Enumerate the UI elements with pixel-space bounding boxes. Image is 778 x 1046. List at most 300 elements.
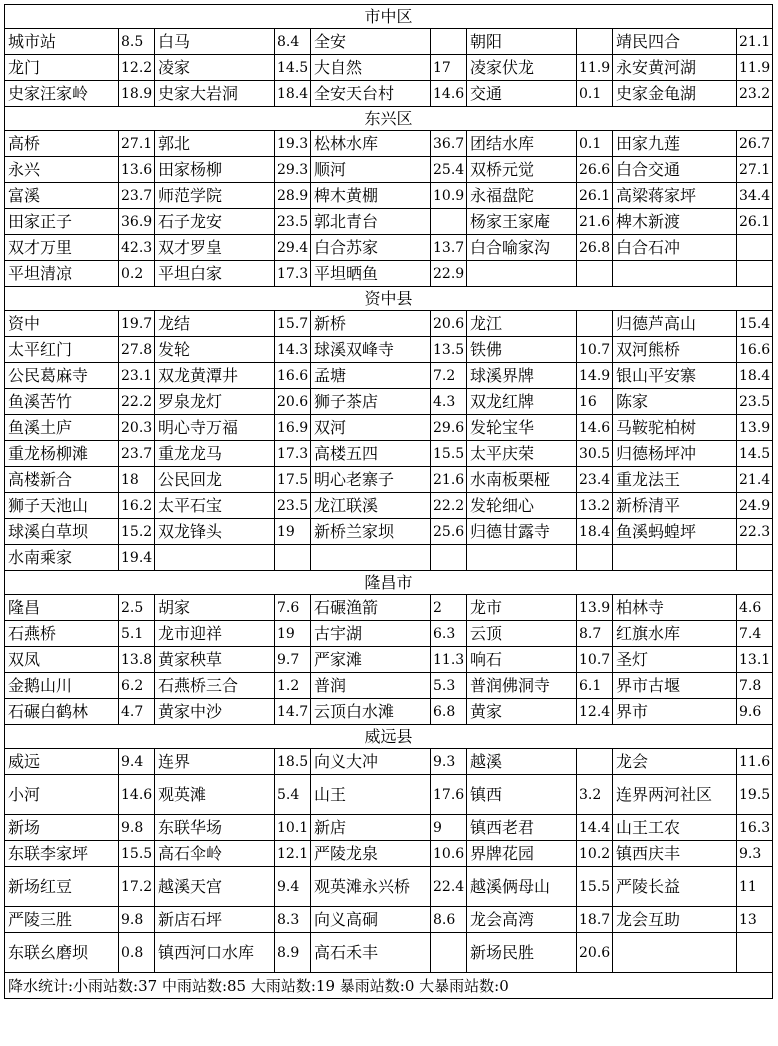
rainfall-value-cell: 16.6 bbox=[737, 337, 773, 363]
station-name-cell: 严陵三胜 bbox=[5, 907, 119, 933]
rainfall-value-cell: 16.2 bbox=[119, 493, 155, 519]
station-name-cell: 高梁蒋家坪 bbox=[613, 183, 737, 209]
table-row bbox=[5, 81, 773, 107]
section-title: 隆昌市 bbox=[5, 571, 773, 595]
rainfall-value-cell: 13.9 bbox=[737, 415, 773, 441]
rainfall-value-cell: 23.7 bbox=[119, 441, 155, 467]
station-name-cell: 隆昌 bbox=[5, 595, 119, 621]
station-name-cell: 东联李家坪 bbox=[5, 841, 119, 867]
station-name-cell: 普润 bbox=[311, 673, 431, 699]
rainfall-value-cell: 15.5 bbox=[119, 841, 155, 867]
station-name-cell: 新场红豆 bbox=[5, 867, 119, 907]
station-name-cell: 云顶 bbox=[467, 621, 577, 647]
rainfall-value-cell: 7.4 bbox=[737, 621, 773, 647]
rainfall-value-cell: 9.8 bbox=[119, 815, 155, 841]
station-name-cell: 发轮宝华 bbox=[467, 415, 577, 441]
rainfall-value-cell: 27.8 bbox=[119, 337, 155, 363]
rainfall-value-cell: 7.2 bbox=[431, 363, 467, 389]
rainfall-value-cell: 23.1 bbox=[119, 363, 155, 389]
table-row bbox=[5, 311, 773, 337]
station-name-cell: 镇西河口水库 bbox=[155, 933, 275, 973]
rainfall-value-cell: 5.3 bbox=[431, 673, 467, 699]
rainfall-value-cell: 26.6 bbox=[577, 157, 613, 183]
station-name-cell: 太平红门 bbox=[5, 337, 119, 363]
station-name-cell: 红旗水库 bbox=[613, 621, 737, 647]
station-name-cell: 重龙杨柳滩 bbox=[5, 441, 119, 467]
table-row bbox=[5, 775, 773, 815]
station-name-cell: 严陵龙泉 bbox=[311, 841, 431, 867]
rainfall-value-cell: 10.2 bbox=[577, 841, 613, 867]
station-name-cell: 石碾渔箭 bbox=[311, 595, 431, 621]
rainfall-value-cell: 17.3 bbox=[275, 441, 311, 467]
station-name-cell: 黄家中沙 bbox=[155, 699, 275, 725]
station-name-cell: 椑木黄棚 bbox=[311, 183, 431, 209]
station-name-cell: 镇西老君 bbox=[467, 815, 577, 841]
station-name-cell: 龙市 bbox=[467, 595, 577, 621]
station-name-cell: 高楼新合 bbox=[5, 467, 119, 493]
table-row bbox=[5, 55, 773, 81]
station-name-cell: 全安 bbox=[311, 29, 431, 55]
station-name-cell: 高桥 bbox=[5, 131, 119, 157]
station-name-cell: 太平石宝 bbox=[155, 493, 275, 519]
station-name-cell: 田家正子 bbox=[5, 209, 119, 235]
rainfall-value-cell: 26.8 bbox=[577, 235, 613, 261]
rainfall-value-cell: 19 bbox=[275, 621, 311, 647]
rainfall-value-cell: 19.5 bbox=[737, 775, 773, 815]
station-name-cell: 平坦白家 bbox=[155, 261, 275, 287]
station-name-cell: 龙市迎祥 bbox=[155, 621, 275, 647]
station-name-cell: 高石禾丰 bbox=[311, 933, 431, 973]
station-name-cell: 新场民胜 bbox=[467, 933, 577, 973]
station-name-cell: 团结水库 bbox=[467, 131, 577, 157]
table-row bbox=[5, 337, 773, 363]
rainfall-value-cell bbox=[577, 311, 613, 337]
station-name-cell: 小河 bbox=[5, 775, 119, 815]
rainfall-value-cell: 13.1 bbox=[737, 647, 773, 673]
station-name-cell: 双河熊桥 bbox=[613, 337, 737, 363]
station-name-cell: 山王工农 bbox=[613, 815, 737, 841]
rainfall-value-cell: 7.6 bbox=[275, 595, 311, 621]
station-name-cell: 双龙黄潭井 bbox=[155, 363, 275, 389]
station-name-cell: 交通 bbox=[467, 81, 577, 107]
rainfall-value-cell: 0.1 bbox=[577, 81, 613, 107]
station-name-cell: 狮子茶店 bbox=[311, 389, 431, 415]
rainfall-value-cell: 21.4 bbox=[737, 467, 773, 493]
station-name-cell: 史家汪家岭 bbox=[5, 81, 119, 107]
rainfall-value-cell: 26.7 bbox=[737, 131, 773, 157]
rainfall-value-cell: 13.6 bbox=[119, 157, 155, 183]
section-header-row bbox=[5, 571, 773, 595]
table-body bbox=[5, 5, 773, 999]
rainfall-value-cell: 10.7 bbox=[577, 647, 613, 673]
rainfall-value-cell: 23.5 bbox=[737, 389, 773, 415]
rainfall-value-cell: 9.8 bbox=[119, 907, 155, 933]
station-name-cell: 普润佛洞寺 bbox=[467, 673, 577, 699]
station-name-cell: 归德杨坪冲 bbox=[613, 441, 737, 467]
rainfall-value-cell: 4.6 bbox=[737, 595, 773, 621]
station-name-cell: 双龙红牌 bbox=[467, 389, 577, 415]
rainfall-value-cell: 23.5 bbox=[275, 493, 311, 519]
rainfall-value-cell: 13.2 bbox=[577, 493, 613, 519]
rainfall-value-cell: 14.6 bbox=[577, 415, 613, 441]
station-name-cell: 孟塘 bbox=[311, 363, 431, 389]
station-name-cell: 田家九莲 bbox=[613, 131, 737, 157]
rainfall-value-cell: 1.2 bbox=[275, 673, 311, 699]
station-name-cell: 石燕桥 bbox=[5, 621, 119, 647]
rainfall-value-cell: 9 bbox=[431, 815, 467, 841]
rainfall-value-cell bbox=[275, 545, 311, 571]
station-name-cell: 杨家王家庵 bbox=[467, 209, 577, 235]
station-name-cell: 镇西 bbox=[467, 775, 577, 815]
rainfall-value-cell: 17.5 bbox=[275, 467, 311, 493]
table-row bbox=[5, 235, 773, 261]
rainfall-value-cell: 3.2 bbox=[577, 775, 613, 815]
station-name-cell: 明心老寨子 bbox=[311, 467, 431, 493]
station-name-cell: 龙江联溪 bbox=[311, 493, 431, 519]
rainfall-value-cell: 5.1 bbox=[119, 621, 155, 647]
rainfall-value-cell: 11 bbox=[737, 867, 773, 907]
rainfall-value-cell: 9.6 bbox=[737, 699, 773, 725]
station-name-cell: 白马 bbox=[155, 29, 275, 55]
rainfall-value-cell: 26.1 bbox=[577, 183, 613, 209]
station-name-cell: 越溪 bbox=[467, 749, 577, 775]
station-name-cell: 云顶白水滩 bbox=[311, 699, 431, 725]
rainfall-value-cell: 18 bbox=[119, 467, 155, 493]
rainfall-value-cell: 9.3 bbox=[431, 749, 467, 775]
table-row bbox=[5, 261, 773, 287]
station-name-cell: 重龙法王 bbox=[613, 467, 737, 493]
table-row bbox=[5, 621, 773, 647]
station-name-cell: 向义高硐 bbox=[311, 907, 431, 933]
rainfall-value-cell: 2 bbox=[431, 595, 467, 621]
rainfall-value-cell: 15.7 bbox=[275, 311, 311, 337]
rainfall-value-cell: 6.8 bbox=[431, 699, 467, 725]
rainfall-value-cell: 12.1 bbox=[275, 841, 311, 867]
station-name-cell: 威远 bbox=[5, 749, 119, 775]
rainfall-value-cell: 20.6 bbox=[275, 389, 311, 415]
station-name-cell: 双桥元觉 bbox=[467, 157, 577, 183]
station-name-cell: 新店石坪 bbox=[155, 907, 275, 933]
rainfall-value-cell: 19.3 bbox=[275, 131, 311, 157]
rainfall-value-cell: 7.8 bbox=[737, 673, 773, 699]
station-name-cell: 凌家 bbox=[155, 55, 275, 81]
rainfall-value-cell: 8.4 bbox=[275, 29, 311, 55]
station-name-cell: 鱼溪苦竹 bbox=[5, 389, 119, 415]
station-name-cell: 界市古堰 bbox=[613, 673, 737, 699]
rainfall-value-cell: 19.4 bbox=[119, 545, 155, 571]
rainfall-value-cell: 8.5 bbox=[119, 29, 155, 55]
station-name-cell: 师范学院 bbox=[155, 183, 275, 209]
station-name-cell: 归德芦高山 bbox=[613, 311, 737, 337]
station-name-cell: 新桥兰家坝 bbox=[311, 519, 431, 545]
rainfall-value-cell: 42.3 bbox=[119, 235, 155, 261]
rainfall-value-cell: 10.7 bbox=[577, 337, 613, 363]
station-name-cell: 富溪 bbox=[5, 183, 119, 209]
station-name-cell bbox=[613, 261, 737, 287]
table-row bbox=[5, 157, 773, 183]
station-name-cell: 东联华场 bbox=[155, 815, 275, 841]
station-name-cell: 圣灯 bbox=[613, 647, 737, 673]
rainfall-value-cell: 10.1 bbox=[275, 815, 311, 841]
station-name-cell: 公民葛麻寺 bbox=[5, 363, 119, 389]
station-name-cell: 郭北青台 bbox=[311, 209, 431, 235]
rainfall-value-cell: 14.5 bbox=[275, 55, 311, 81]
station-name-cell: 龙江 bbox=[467, 311, 577, 337]
rainfall-value-cell: 14.9 bbox=[577, 363, 613, 389]
rainfall-value-cell: 14.4 bbox=[577, 815, 613, 841]
station-name-cell: 水南乘家 bbox=[5, 545, 119, 571]
rainfall-value-cell: 20.6 bbox=[577, 933, 613, 973]
table-row bbox=[5, 841, 773, 867]
table-row bbox=[5, 867, 773, 907]
rainfall-value-cell bbox=[577, 545, 613, 571]
rainfall-value-cell: 15.5 bbox=[577, 867, 613, 907]
table-row bbox=[5, 415, 773, 441]
station-name-cell: 严陵长益 bbox=[613, 867, 737, 907]
rainfall-value-cell: 16.6 bbox=[275, 363, 311, 389]
station-name-cell: 马鞍驼柏树 bbox=[613, 415, 737, 441]
section-header-row bbox=[5, 107, 773, 131]
table-row bbox=[5, 209, 773, 235]
section-title: 东兴区 bbox=[5, 107, 773, 131]
rainfall-value-cell: 18.4 bbox=[737, 363, 773, 389]
rainfall-value-cell bbox=[577, 749, 613, 775]
rainfall-value-cell bbox=[431, 545, 467, 571]
station-name-cell: 史家大岩洞 bbox=[155, 81, 275, 107]
rainfall-value-cell: 22.9 bbox=[431, 261, 467, 287]
rainfall-value-cell: 11.9 bbox=[577, 55, 613, 81]
rainfall-value-cell: 13.9 bbox=[577, 595, 613, 621]
station-name-cell bbox=[311, 545, 431, 571]
rainfall-value-cell: 9.7 bbox=[275, 647, 311, 673]
station-name-cell: 新场 bbox=[5, 815, 119, 841]
station-name-cell: 连界两河社区 bbox=[613, 775, 737, 815]
rainfall-value-cell: 14.6 bbox=[119, 775, 155, 815]
rainfall-value-cell: 22.4 bbox=[431, 867, 467, 907]
rainfall-value-cell: 17 bbox=[431, 55, 467, 81]
rainfall-value-cell: 36.7 bbox=[431, 131, 467, 157]
table-row bbox=[5, 545, 773, 571]
rainfall-value-cell: 6.2 bbox=[119, 673, 155, 699]
rainfall-value-cell: 26.1 bbox=[737, 209, 773, 235]
station-name-cell: 凌家伏龙 bbox=[467, 55, 577, 81]
station-name-cell: 双河 bbox=[311, 415, 431, 441]
station-name-cell: 金鹅山川 bbox=[5, 673, 119, 699]
station-name-cell: 明心寺万福 bbox=[155, 415, 275, 441]
station-name-cell: 铁佛 bbox=[467, 337, 577, 363]
section-title: 威远县 bbox=[5, 725, 773, 749]
station-name-cell: 朝阳 bbox=[467, 29, 577, 55]
rainfall-value-cell bbox=[431, 29, 467, 55]
section-header-row bbox=[5, 725, 773, 749]
station-name-cell: 石子龙安 bbox=[155, 209, 275, 235]
station-name-cell: 响石 bbox=[467, 647, 577, 673]
rainfall-value-cell bbox=[577, 29, 613, 55]
table-row bbox=[5, 699, 773, 725]
station-name-cell: 全安天台村 bbox=[311, 81, 431, 107]
station-name-cell: 永福盘陀 bbox=[467, 183, 577, 209]
rainfall-value-cell: 8.9 bbox=[275, 933, 311, 973]
section-header-row bbox=[5, 5, 773, 29]
rainfall-value-cell: 10.6 bbox=[431, 841, 467, 867]
rainfall-value-cell: 12.2 bbox=[119, 55, 155, 81]
rainfall-value-cell: 14.7 bbox=[275, 699, 311, 725]
table-row bbox=[5, 519, 773, 545]
station-name-cell: 银山平安寨 bbox=[613, 363, 737, 389]
table-row bbox=[5, 441, 773, 467]
station-name-cell: 发轮 bbox=[155, 337, 275, 363]
rainfall-value-cell: 30.5 bbox=[577, 441, 613, 467]
rainfall-value-cell bbox=[577, 261, 613, 287]
station-name-cell: 松林水库 bbox=[311, 131, 431, 157]
rainfall-value-cell: 19 bbox=[275, 519, 311, 545]
rainfall-value-cell: 19.7 bbox=[119, 311, 155, 337]
rainfall-value-cell: 18.9 bbox=[119, 81, 155, 107]
station-name-cell: 鱼溪土庐 bbox=[5, 415, 119, 441]
rainfall-value-cell: 15.4 bbox=[737, 311, 773, 337]
rainfall-value-cell: 29.4 bbox=[275, 235, 311, 261]
rainfall-value-cell: 17.6 bbox=[431, 775, 467, 815]
table-row bbox=[5, 673, 773, 699]
station-name-cell: 龙会 bbox=[613, 749, 737, 775]
table-row bbox=[5, 183, 773, 209]
table-row bbox=[5, 467, 773, 493]
station-name-cell: 白合石冲 bbox=[613, 235, 737, 261]
rainfall-value-cell: 16.9 bbox=[275, 415, 311, 441]
station-name-cell: 黄家 bbox=[467, 699, 577, 725]
rainfall-value-cell: 8.3 bbox=[275, 907, 311, 933]
rainfall-value-cell: 25.6 bbox=[431, 519, 467, 545]
station-name-cell: 观英滩永兴桥 bbox=[311, 867, 431, 907]
rainfall-value-cell: 15.2 bbox=[119, 519, 155, 545]
section-title: 市中区 bbox=[5, 5, 773, 29]
rainfall-value-cell bbox=[737, 545, 773, 571]
station-name-cell: 公民回龙 bbox=[155, 467, 275, 493]
rainfall-value-cell: 14.6 bbox=[431, 81, 467, 107]
station-name-cell: 龙会高湾 bbox=[467, 907, 577, 933]
station-name-cell: 山王 bbox=[311, 775, 431, 815]
station-name-cell: 龙结 bbox=[155, 311, 275, 337]
table-row bbox=[5, 907, 773, 933]
rainfall-value-cell: 6.1 bbox=[577, 673, 613, 699]
rainfall-value-cell: 8.6 bbox=[431, 907, 467, 933]
rainfall-value-cell: 14.5 bbox=[737, 441, 773, 467]
station-name-cell: 界牌花园 bbox=[467, 841, 577, 867]
rainfall-value-cell bbox=[737, 235, 773, 261]
station-name-cell: 球溪界牌 bbox=[467, 363, 577, 389]
station-name-cell: 靖民四合 bbox=[613, 29, 737, 55]
station-name-cell: 水南板栗桠 bbox=[467, 467, 577, 493]
table-row bbox=[5, 933, 773, 973]
rainfall-value-cell: 23.7 bbox=[119, 183, 155, 209]
station-name-cell: 永兴 bbox=[5, 157, 119, 183]
rainfall-value-cell: 5.4 bbox=[275, 775, 311, 815]
station-name-cell: 石碾白鹤林 bbox=[5, 699, 119, 725]
rainfall-value-cell: 14.3 bbox=[275, 337, 311, 363]
rainfall-value-cell: 21.6 bbox=[577, 209, 613, 235]
station-name-cell: 向义大冲 bbox=[311, 749, 431, 775]
rainfall-value-cell: 18.7 bbox=[577, 907, 613, 933]
station-name-cell: 镇西庆丰 bbox=[613, 841, 737, 867]
station-name-cell: 观英滩 bbox=[155, 775, 275, 815]
station-name-cell: 重龙龙马 bbox=[155, 441, 275, 467]
table-row bbox=[5, 363, 773, 389]
station-name-cell: 椑木新渡 bbox=[613, 209, 737, 235]
rainfall-value-cell: 0.1 bbox=[577, 131, 613, 157]
table-row bbox=[5, 493, 773, 519]
station-name-cell: 球溪白草坝 bbox=[5, 519, 119, 545]
station-name-cell: 龙会互助 bbox=[613, 907, 737, 933]
table-row bbox=[5, 29, 773, 55]
station-name-cell: 石燕桥三合 bbox=[155, 673, 275, 699]
rainfall-value-cell: 8.7 bbox=[577, 621, 613, 647]
rainfall-value-cell: 6.3 bbox=[431, 621, 467, 647]
station-name-cell: 罗泉龙灯 bbox=[155, 389, 275, 415]
rainfall-value-cell: 18.5 bbox=[275, 749, 311, 775]
station-name-cell: 连界 bbox=[155, 749, 275, 775]
rainfall-value-cell: 36.9 bbox=[119, 209, 155, 235]
rainfall-value-cell: 22.3 bbox=[737, 519, 773, 545]
station-name-cell bbox=[613, 545, 737, 571]
rainfall-value-cell: 2.5 bbox=[119, 595, 155, 621]
station-name-cell: 狮子天池山 bbox=[5, 493, 119, 519]
station-name-cell: 古宇湖 bbox=[311, 621, 431, 647]
rainfall-value-cell: 20.3 bbox=[119, 415, 155, 441]
rainfall-value-cell: 18.4 bbox=[275, 81, 311, 107]
rainfall-value-cell: 16 bbox=[577, 389, 613, 415]
rainfall-value-cell: 25.4 bbox=[431, 157, 467, 183]
rainfall-value-cell: 21.1 bbox=[737, 29, 773, 55]
rainfall-value-cell: 22.2 bbox=[119, 389, 155, 415]
station-name-cell: 越溪天宫 bbox=[155, 867, 275, 907]
station-name-cell: 发轮细心 bbox=[467, 493, 577, 519]
station-name-cell: 界市 bbox=[613, 699, 737, 725]
rainfall-value-cell: 12.4 bbox=[577, 699, 613, 725]
section-header-row bbox=[5, 287, 773, 311]
rainfall-value-cell: 13.8 bbox=[119, 647, 155, 673]
rainfall-value-cell: 13 bbox=[737, 907, 773, 933]
rainfall-value-cell: 4.3 bbox=[431, 389, 467, 415]
table-row bbox=[5, 389, 773, 415]
table-row bbox=[5, 749, 773, 775]
rainfall-value-cell: 27.1 bbox=[119, 131, 155, 157]
rainfall-value-cell: 23.2 bbox=[737, 81, 773, 107]
station-name-cell: 永安黄河湖 bbox=[613, 55, 737, 81]
station-name-cell: 归德甘露寺 bbox=[467, 519, 577, 545]
rainfall-value-cell: 10.9 bbox=[431, 183, 467, 209]
rainfall-value-cell bbox=[737, 261, 773, 287]
station-name-cell: 陈家 bbox=[613, 389, 737, 415]
rainfall-value-cell bbox=[431, 209, 467, 235]
rainfall-value-cell: 22.2 bbox=[431, 493, 467, 519]
rainfall-value-cell bbox=[737, 933, 773, 973]
rainfall-value-cell: 15.5 bbox=[431, 441, 467, 467]
rainfall-value-cell: 13.7 bbox=[431, 235, 467, 261]
rainfall-value-cell bbox=[431, 933, 467, 973]
station-name-cell: 资中 bbox=[5, 311, 119, 337]
section-title: 资中县 bbox=[5, 287, 773, 311]
station-name-cell: 郭北 bbox=[155, 131, 275, 157]
station-name-cell: 平坦清凉 bbox=[5, 261, 119, 287]
station-name-cell: 东联幺磨坝 bbox=[5, 933, 119, 973]
rainfall-value-cell: 9.3 bbox=[737, 841, 773, 867]
station-name-cell: 双才万里 bbox=[5, 235, 119, 261]
station-name-cell: 越溪俩母山 bbox=[467, 867, 577, 907]
rainfall-value-cell: 29.6 bbox=[431, 415, 467, 441]
rainfall-value-cell: 18.4 bbox=[577, 519, 613, 545]
station-name-cell: 高楼五四 bbox=[311, 441, 431, 467]
station-name-cell: 新店 bbox=[311, 815, 431, 841]
